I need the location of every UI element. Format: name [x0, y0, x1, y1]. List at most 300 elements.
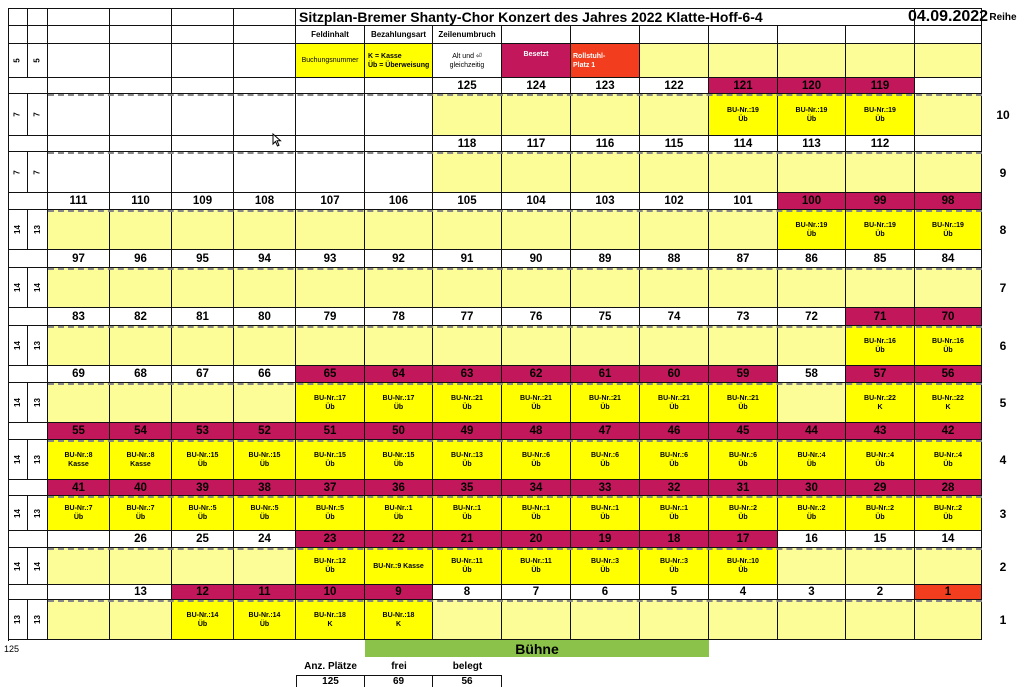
- seat-free: [640, 210, 709, 250]
- seat-booking: BU-Nr.:2 Üb: [778, 496, 846, 531]
- seat-number: 73: [709, 308, 778, 326]
- seat-booking: BU-Nr.:19 Üb: [915, 210, 982, 250]
- legend-empty-cell: [915, 26, 982, 44]
- seat-booking: BU-Nr.:3 Üb: [571, 548, 640, 585]
- seat-number: 119: [846, 78, 915, 94]
- seat-empty-header: [915, 78, 982, 94]
- legend-empty-cell: [709, 44, 778, 78]
- seat-number: 72: [778, 308, 846, 326]
- seat-free: [709, 268, 778, 308]
- row-left-count-b-label: 7: [32, 169, 42, 175]
- seat-number: 86: [778, 250, 846, 268]
- legend-empty-cell: [172, 44, 234, 78]
- seat-number: 55: [48, 423, 110, 440]
- seat-free: [502, 94, 571, 136]
- seat-number: 113: [778, 136, 846, 152]
- seat-free: [172, 383, 234, 423]
- row-number: 9: [999, 165, 1007, 180]
- seat-number: 56: [915, 366, 982, 383]
- seat-free: [502, 210, 571, 250]
- seat-number: 118: [433, 136, 502, 152]
- seat-number: 120: [778, 78, 846, 94]
- seat-empty: [172, 94, 234, 136]
- seat-number: 121: [709, 78, 778, 94]
- legend-left-b-label: 5: [32, 58, 42, 63]
- row-left-header-empty: [8, 531, 48, 548]
- legend-bezahlungsart-label: Bezahlungsart: [365, 26, 433, 44]
- seat-empty-header: [296, 136, 365, 152]
- seat-total-label: 125: [4, 644, 20, 654]
- seat-number: 13: [110, 585, 172, 600]
- header-empty-cell: [110, 8, 172, 26]
- seat-free: [846, 600, 915, 640]
- seat-booking: BU-Nr.:16 Üb: [915, 326, 982, 366]
- stats-belegt-value: 56: [433, 675, 502, 687]
- seat-number: 98: [915, 193, 982, 210]
- seat-booking: BU-Nr.:2 Üb: [846, 496, 915, 531]
- row-left-count-b-label: 7: [32, 112, 42, 117]
- seat-number: 7: [502, 585, 571, 600]
- header-empty-cell: [8, 8, 28, 26]
- seat-booking: BU-Nr.:4 Üb: [846, 440, 915, 480]
- seat-empty: [365, 94, 433, 136]
- row-left-count-a: [8, 496, 28, 531]
- seat-booking: BU-Nr.:8 Kasse: [48, 440, 110, 480]
- seat-number: 43: [846, 423, 915, 440]
- row-left-header-empty: [8, 423, 48, 440]
- row-left-count-a-label: 14: [13, 398, 22, 407]
- seat-number: 2: [846, 585, 915, 600]
- seat-number: 88: [640, 250, 709, 268]
- seat-free: [110, 548, 172, 585]
- legend-empty-cell: [110, 44, 172, 78]
- seat-booking: BU-Nr.:19 Üb: [846, 94, 915, 136]
- seat-number: 101: [709, 193, 778, 210]
- row-left-count-b: [28, 326, 48, 366]
- row-left-count-a-label: 14: [13, 508, 22, 518]
- legend-empty-cell: [640, 44, 709, 78]
- seat-number: 20: [502, 531, 571, 548]
- seat-number: 14: [915, 531, 982, 548]
- seat-number: 52: [234, 423, 296, 440]
- seat-empty: [915, 152, 982, 193]
- seat-number: 10: [296, 585, 365, 600]
- seat-number: 47: [571, 423, 640, 440]
- seat-number: 29: [846, 480, 915, 496]
- seat-booking: BU-Nr.:5 Üb: [234, 496, 296, 531]
- seat-booking: BU-Nr.:2 Üb: [709, 496, 778, 531]
- row-divider-line: [48, 152, 982, 154]
- legend-linebreak-hint: Alt und ⏎ gleichzeitig: [433, 44, 502, 78]
- seat-number: 34: [502, 480, 571, 496]
- seat-number: 74: [640, 308, 709, 326]
- seat-booking: BU-Nr.:6 Üb: [502, 440, 571, 480]
- header-empty-cell: [172, 8, 234, 26]
- row-left-count-a: [8, 326, 28, 366]
- seat-number: 48: [502, 423, 571, 440]
- row-divider-line: [48, 496, 982, 498]
- seat-number: 22: [365, 531, 433, 548]
- seat-free: [571, 326, 640, 366]
- seat-number: 89: [571, 250, 640, 268]
- seat-number: 62: [502, 366, 571, 383]
- seat-free: [571, 600, 640, 640]
- stats-frei-value: 69: [365, 675, 433, 687]
- row-left-header-empty: [8, 366, 48, 383]
- seat-free: [778, 548, 846, 585]
- seat-number: 99: [846, 193, 915, 210]
- seat-free: [640, 600, 709, 640]
- row-left-count-a-label: 14: [13, 341, 22, 350]
- seat-free: [778, 383, 846, 423]
- seat-free: [433, 210, 502, 250]
- legend-empty-cell: [778, 44, 846, 78]
- seat-number: 35: [433, 480, 502, 496]
- legend-edge: [982, 44, 983, 78]
- seat-booking: BU-Nr.:14 Üb: [234, 600, 296, 640]
- legend-empty-cell: [571, 26, 640, 44]
- seat-number: 100: [778, 193, 846, 210]
- row-number: 4: [999, 453, 1007, 467]
- seat-number: 102: [640, 193, 709, 210]
- seat-free: [640, 94, 709, 136]
- seat-number: 97: [48, 250, 110, 268]
- legend-empty-cell: [110, 26, 172, 44]
- seat-empty: [296, 152, 365, 193]
- seat-free: [172, 210, 234, 250]
- seat-booking: BU-Nr.:1 Üb: [640, 496, 709, 531]
- seat-number: 75: [571, 308, 640, 326]
- seat-empty: [296, 94, 365, 136]
- seat-booking: BU-Nr.:17 Üb: [365, 383, 433, 423]
- stats-anz-label: Anz. Plätze: [304, 660, 357, 672]
- seat-number: 39: [172, 480, 234, 496]
- seat-number: 79: [296, 308, 365, 326]
- row-number: 3: [999, 506, 1007, 521]
- seat-number: 111: [48, 193, 110, 210]
- seat-free: [365, 210, 433, 250]
- row-left-count-b: [28, 152, 48, 193]
- row-divider-line: [48, 268, 982, 270]
- row-left-count-b-label: 13: [33, 615, 42, 624]
- seat-empty: [48, 548, 110, 585]
- seat-number: 115: [640, 136, 709, 152]
- seat-booking: BU-Nr.:18 K: [296, 600, 365, 640]
- row-left-count-b: [28, 600, 48, 640]
- row-divider-line: [48, 326, 982, 328]
- seat-number: 25: [172, 531, 234, 548]
- seat-booking: BU-Nr.:6 Üb: [571, 440, 640, 480]
- seat-free: [234, 548, 296, 585]
- seat-free: [365, 326, 433, 366]
- row-left-count-a-label: 7: [12, 112, 22, 117]
- seat-free: [234, 383, 296, 423]
- seat-number: 103: [571, 193, 640, 210]
- seat-booking: BU-Nr.:1 Üb: [571, 496, 640, 531]
- seat-number: 37: [296, 480, 365, 496]
- seat-number: 42: [915, 423, 982, 440]
- row-left-header-empty: [8, 78, 48, 94]
- seat-booking: BU-Nr.:21 Üb: [433, 383, 502, 423]
- seat-free: [172, 268, 234, 308]
- seat-number: 94: [234, 250, 296, 268]
- seat-booking: BU-Nr.:15 Üb: [296, 440, 365, 480]
- seat-number: 122: [640, 78, 709, 94]
- row-left-count-a: [8, 268, 28, 308]
- seat-empty-header: [296, 78, 365, 94]
- seat-number: 44: [778, 423, 846, 440]
- seat-free: [778, 326, 846, 366]
- row-left-count-a-label: 13: [13, 615, 22, 624]
- row-left-count-a: [8, 383, 28, 423]
- seat-number: 112: [846, 136, 915, 152]
- seat-booking: BU-Nr.:5 Üb: [296, 496, 365, 531]
- seat-number: 108: [234, 193, 296, 210]
- seat-number: 17: [709, 531, 778, 548]
- legend-empty-cell: [234, 44, 296, 78]
- row-divider-line: [48, 548, 982, 550]
- seat-number: 76: [502, 308, 571, 326]
- seat-number: 8: [433, 585, 502, 600]
- seat-free: [48, 383, 110, 423]
- seat-booking: BU-Nr.:9 Kasse: [365, 548, 433, 585]
- seat-number: 18: [640, 531, 709, 548]
- seat-number: 46: [640, 423, 709, 440]
- seat-free: [640, 268, 709, 308]
- seat-free: [110, 600, 172, 640]
- reihe-header: Reihe: [989, 11, 1017, 23]
- seat-empty-header: [48, 78, 110, 94]
- row-number: 1: [999, 613, 1007, 627]
- row-divider-line: [48, 210, 982, 212]
- seat-booking: BU-Nr.:19 Üb: [778, 94, 846, 136]
- row-left-count-a-label: 14: [13, 561, 22, 571]
- seat-number: 51: [296, 423, 365, 440]
- legend-feldinhalt-label: Feldinhalt: [296, 26, 365, 44]
- row-left-count-a: [8, 548, 28, 585]
- seat-empty: [172, 152, 234, 193]
- seat-booking: BU-Nr.:15 Üb: [172, 440, 234, 480]
- seat-number: 32: [640, 480, 709, 496]
- seat-number: 64: [365, 366, 433, 383]
- seat-number: 78: [365, 308, 433, 326]
- seat-number: 5: [640, 585, 709, 600]
- seat-free: [110, 210, 172, 250]
- seat-free: [296, 210, 365, 250]
- seat-booking: BU-Nr.:3 Üb: [640, 548, 709, 585]
- seat-free: [48, 326, 110, 366]
- seat-booking: BU-Nr.:7 Üb: [48, 496, 110, 531]
- seat-free: [433, 268, 502, 308]
- seat-number: 15: [846, 531, 915, 548]
- row-left-count-a-label: 14: [13, 225, 22, 234]
- seat-booking: BU-Nr.:16 Üb: [846, 326, 915, 366]
- legend-buchungsnummer: Buchungsnummer: [296, 44, 365, 78]
- seat-booking: BU-Nr.:21 Üb: [502, 383, 571, 423]
- seat-number: 104: [502, 193, 571, 210]
- seat-booking: BU-Nr.:15 Üb: [234, 440, 296, 480]
- seat-booking: BU-Nr.:6 Üb: [709, 440, 778, 480]
- seat-number: 117: [502, 136, 571, 152]
- seat-free: [640, 152, 709, 193]
- seat-number: 106: [365, 193, 433, 210]
- seat-free: [110, 326, 172, 366]
- row-left-count-b-label: 13: [33, 455, 42, 464]
- row-left-count-b: [28, 496, 48, 531]
- seat-empty: [110, 94, 172, 136]
- seat-free: [709, 152, 778, 193]
- page-title: Sitzplan-Bremer Shanty-Chor Konzert des Jahres 2022 Klatte-Hoff-6-4: [296, 8, 915, 26]
- seat-empty-header: [234, 78, 296, 94]
- seat-empty: [234, 94, 296, 136]
- seat-number: 38: [234, 480, 296, 496]
- seat-booking: BU-Nr.:22 K: [846, 383, 915, 423]
- seat-number: 61: [571, 366, 640, 383]
- seat-booking: BU-Nr.:14 Üb: [172, 600, 234, 640]
- row-left-count-a-label: 14: [13, 283, 22, 292]
- seat-free: [172, 326, 234, 366]
- seat-empty: [234, 152, 296, 193]
- row-left-count-a-label: 14: [13, 455, 22, 464]
- seat-booking: BU-Nr.:22 K: [915, 383, 982, 423]
- row-number: 8: [999, 223, 1007, 237]
- seat-empty-header: [365, 78, 433, 94]
- row-number: 7: [999, 281, 1007, 295]
- row-left-header-empty: [8, 585, 48, 600]
- seat-number: 124: [502, 78, 571, 94]
- seat-free: [296, 268, 365, 308]
- seat-number: 26: [110, 531, 172, 548]
- seat-number: 84: [915, 250, 982, 268]
- seat-empty-header: [110, 136, 172, 152]
- row-left-count-b: [28, 268, 48, 308]
- seat-free: [846, 268, 915, 308]
- row-left-count-a: [8, 440, 28, 480]
- legend-empty-cell: [846, 44, 915, 78]
- seat-free: [778, 600, 846, 640]
- seat-number: 125: [433, 78, 502, 94]
- legend-empty-cell: [234, 26, 296, 44]
- row-number: 2: [999, 559, 1007, 574]
- seat-empty: [110, 152, 172, 193]
- seat-number: 3: [778, 585, 846, 600]
- seat-empty: [48, 600, 110, 640]
- seat-empty: [48, 152, 110, 193]
- row-number: 6: [999, 339, 1007, 353]
- seat-number: 23: [296, 531, 365, 548]
- stats-anz-value: 125: [296, 675, 365, 687]
- seat-number: 9: [365, 585, 433, 600]
- seat-booking: BU-Nr.:13 Üb: [433, 440, 502, 480]
- legend-payment-types: K = Kasse Üb = Überweisung: [365, 44, 433, 78]
- legend-left-a-label: 5: [12, 58, 22, 63]
- seat-number: 4: [709, 585, 778, 600]
- seat-number: 31: [709, 480, 778, 496]
- seat-number: 6: [571, 585, 640, 600]
- seat-empty: [915, 94, 982, 136]
- seat-booking: BU-Nr.:10 Üb: [709, 548, 778, 585]
- row-left-count-b-label: 13: [33, 225, 42, 234]
- legend-left-b: [28, 44, 48, 78]
- legend-empty-cell: [48, 26, 110, 44]
- seat-free: [502, 326, 571, 366]
- seat-free: [571, 210, 640, 250]
- legend-empty-cell: [48, 44, 110, 78]
- seat-free: [846, 548, 915, 585]
- seat-booking: BU-Nr.:19 Üb: [709, 94, 778, 136]
- seat-free: [48, 210, 110, 250]
- seat-free: [778, 268, 846, 308]
- legend-empty-cell: [778, 26, 846, 44]
- seat-number: 90: [502, 250, 571, 268]
- seat-free: [365, 268, 433, 308]
- legend-occupied-sample: Besetzt: [502, 44, 571, 78]
- seat-number: 93: [296, 250, 365, 268]
- seat-booking: BU-Nr.:21 Üb: [571, 383, 640, 423]
- stats-frei-label: frei: [391, 660, 407, 672]
- legend-empty-cell: [846, 26, 915, 44]
- seat-free: [709, 600, 778, 640]
- row-left-count-a: [8, 600, 28, 640]
- seat-number: 53: [172, 423, 234, 440]
- legend-left-a: [8, 44, 28, 78]
- seat-number: 28: [915, 480, 982, 496]
- seat-free: [915, 268, 982, 308]
- seat-number: 58: [778, 366, 846, 383]
- seat-number: 110: [110, 193, 172, 210]
- seat-free: [571, 268, 640, 308]
- seat-free: [502, 152, 571, 193]
- seat-free: [234, 268, 296, 308]
- row-left-header-empty: [8, 193, 48, 210]
- seat-booking: BU-Nr.:1 Üb: [365, 496, 433, 531]
- legend-empty-cell: [709, 26, 778, 44]
- seat-number: 81: [172, 308, 234, 326]
- seat-number: 30: [778, 480, 846, 496]
- seat-empty-header: [48, 531, 110, 548]
- seat-number: 49: [433, 423, 502, 440]
- seat-number: 92: [365, 250, 433, 268]
- seat-number: 63: [433, 366, 502, 383]
- legend-empty-cell: [28, 26, 48, 44]
- seat-free: [915, 600, 982, 640]
- row-left-count-b-label: 14: [33, 283, 42, 292]
- header-empty-cell: [28, 8, 48, 26]
- seat-number: 87: [709, 250, 778, 268]
- row-left-count-a-label: 7: [12, 169, 22, 175]
- legend-empty-cell: [8, 26, 28, 44]
- row-left-count-b-label: 13: [33, 341, 42, 350]
- seat-free: [846, 152, 915, 193]
- seat-number: 114: [709, 136, 778, 152]
- seat-booking: BU-Nr.:4 Üb: [778, 440, 846, 480]
- row-left-count-b: [28, 210, 48, 250]
- seat-empty: [365, 152, 433, 193]
- seat-number: 12: [172, 585, 234, 600]
- seat-number: 66: [234, 366, 296, 383]
- row-left-count-a: [8, 152, 28, 193]
- seat-free: [571, 94, 640, 136]
- seat-free: [110, 268, 172, 308]
- row-left-header-empty: [8, 308, 48, 326]
- seat-number: 36: [365, 480, 433, 496]
- seat-booking: BU-Nr.:1 Üb: [502, 496, 571, 531]
- seat-number: 21: [433, 531, 502, 548]
- row-left-header-empty: [8, 480, 48, 496]
- seat-booking: BU-Nr.:21 Üb: [709, 383, 778, 423]
- seat-free: [296, 326, 365, 366]
- row-left-count-b: [28, 440, 48, 480]
